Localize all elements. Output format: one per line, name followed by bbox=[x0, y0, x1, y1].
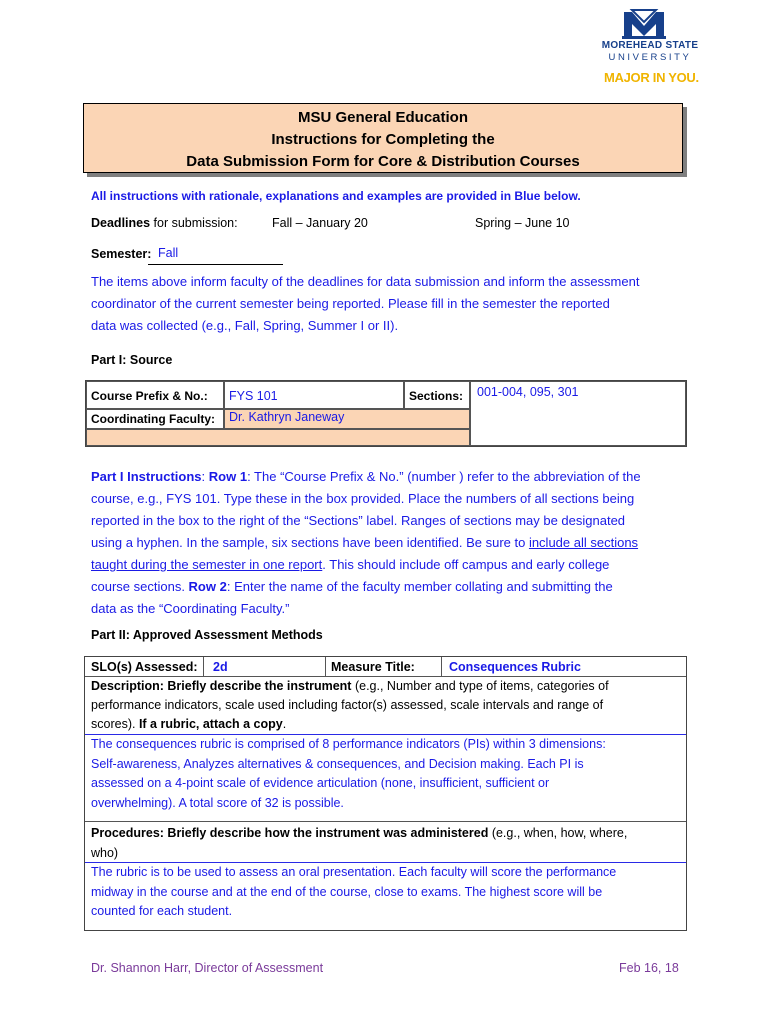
description-text2: performance indicators, scale used including factor(s) assessed, scale intervals and range of bbox=[91, 698, 604, 712]
description-answer-line3: assessed on a 4-point scale of evidence articulation (none, insufficient, sufficient or bbox=[91, 776, 550, 790]
divider bbox=[441, 657, 442, 676]
coordinating-faculty-label: Coordinating Faculty: bbox=[86, 409, 224, 429]
semester-instructions-line1: The items above inform faculty of the deadlines for data submission and inform the assessment bbox=[91, 274, 640, 289]
msu-logo bbox=[600, 8, 700, 88]
part1-instructions-line5 bbox=[91, 554, 691, 576]
part1-instructions-line6 bbox=[91, 576, 691, 598]
procedures-answer-line1: The rubric is to be used to assess an oral presentation. Each faculty will score the performance bbox=[91, 865, 617, 879]
course-prefix-field[interactable] bbox=[224, 381, 404, 409]
logo-name-line2: UNIVERSITY bbox=[608, 52, 692, 63]
part1-source-table bbox=[85, 380, 687, 447]
intro-note: All instructions with rationale, explanations and examples are provided in Blue below. bbox=[91, 189, 581, 203]
description-text3c: . bbox=[282, 717, 287, 731]
semester-instructions-line3: data was collected (e.g., Fall, Spring, Summer I or II). bbox=[91, 318, 399, 333]
deadline-spring: Spring – June 10 bbox=[475, 216, 570, 230]
part1-instructions-line4 bbox=[91, 532, 691, 554]
procedures-answer[interactable] bbox=[91, 863, 681, 922]
semester-label: Semester: bbox=[91, 247, 152, 261]
divider bbox=[325, 657, 326, 676]
logo-tagline: MAJOR IN YOU. bbox=[604, 70, 699, 85]
deadlines-suffix: for submission: bbox=[150, 216, 238, 230]
document-title-box bbox=[83, 103, 683, 173]
description-text1: (e.g., Number and type of items, categories of bbox=[351, 679, 609, 693]
divider bbox=[203, 657, 204, 676]
procedures-prompt bbox=[91, 824, 681, 863]
part2-assessment-table bbox=[84, 656, 687, 931]
part1-instructions-text4a: using a hyphen. In the sample, six sections have been identified. Be sure to bbox=[91, 535, 529, 550]
coordinating-faculty-value: Dr. Kathryn Janeway bbox=[229, 410, 345, 424]
slo-value[interactable]: 2d bbox=[213, 660, 228, 674]
slo-label: SLO(s) Assessed: bbox=[91, 660, 198, 674]
part1-instructions bbox=[91, 466, 691, 620]
title-line3: Data Submission Form for Core & Distribution Courses bbox=[186, 153, 580, 170]
description-answer[interactable] bbox=[91, 735, 681, 813]
procedures-answer-line3: counted for each student. bbox=[91, 904, 233, 918]
course-prefix-label: Course Prefix & No.: bbox=[86, 381, 224, 409]
row-divider bbox=[85, 821, 686, 822]
procedures-answer-line2: midway in the course and at the end of the course, close to exams. The highest score will be bbox=[91, 884, 603, 899]
title-line1: MSU General Education bbox=[297, 109, 469, 126]
logo-name-line1: MOREHEAD STATE bbox=[601, 40, 699, 51]
description-lead: Description: Briefly describe the instrument bbox=[91, 679, 352, 693]
row1-label: Row 1 bbox=[208, 469, 248, 484]
procedures-text1: (e.g., when, how, where, bbox=[488, 826, 628, 840]
semester-instructions bbox=[91, 271, 691, 337]
deadlines-label: Deadlines bbox=[91, 216, 151, 230]
measure-title-label: Measure Title: bbox=[331, 660, 415, 674]
coordinating-faculty-field[interactable] bbox=[224, 409, 470, 429]
part1-instructions-line7: data as the “Coordinating Faculty.” bbox=[91, 601, 290, 616]
footer-author: Dr. Shannon Harr, Director of Assessment bbox=[91, 961, 324, 975]
measure-title-value[interactable]: Consequences Rubric bbox=[449, 660, 581, 674]
sections-field[interactable] bbox=[470, 381, 686, 446]
sections-label: Sections: bbox=[404, 381, 470, 409]
procedures-text2: who) bbox=[91, 845, 119, 860]
deadlines-label-row bbox=[91, 216, 238, 230]
procedures-lead: Procedures: Briefly describe how the instrument was administered bbox=[91, 826, 489, 840]
part1-instructions-emphasis2: taught during the semester in one report bbox=[91, 557, 323, 572]
description-answer-line4: overwhelming). A total score of 32 is possible. bbox=[91, 795, 344, 810]
sections-value: 001-004, 095, 301 bbox=[477, 385, 579, 399]
part1-instructions-lead: Part I Instructions bbox=[91, 469, 202, 484]
row2-label: Row 2 bbox=[188, 579, 227, 594]
part1-instructions-line3: reported in the box to the right of the “Sections” label. Ranges of sections may be designated bbox=[91, 513, 626, 528]
part1-instructions-text6b: : Enter the name of the faculty member collating and submitting the bbox=[226, 579, 613, 594]
description-answer-line1: The consequences rubric is comprised of 8 performance indicators (PIs) within 3 dimensions: bbox=[91, 737, 606, 751]
title-line2: Instructions for Completing the bbox=[271, 131, 495, 148]
part1-instructions-text5b: . This should include off campus and early college bbox=[322, 557, 610, 572]
footer-date: Feb 16, 18 bbox=[619, 961, 679, 975]
description-answer-line2: Self-awareness, Analyzes alternatives & consequences, and Decision making. Each PI is bbox=[91, 756, 584, 771]
part1-instructions-line2: course, e.g., FYS 101. Type these in the box provided. Place the numbers of all sections being bbox=[91, 491, 635, 506]
description-text3a: scores). bbox=[91, 717, 139, 731]
part1-blank-row bbox=[86, 429, 470, 446]
part1-instructions-text1: : The “Course Prefix & No.” (number ) refer to the abbreviation of the bbox=[247, 469, 641, 484]
part1-instructions-emphasis1: include all sections bbox=[528, 535, 639, 550]
part1-instructions-line1: Part I Instructions: Row 1: The “Course Prefix & No.” (number ) refer to the abbreviation of the bbox=[91, 469, 641, 484]
description-prompt bbox=[91, 677, 681, 734]
description-rubric-note: If a rubric, attach a copy bbox=[138, 717, 283, 731]
university-m-logo-icon bbox=[622, 8, 666, 40]
part1-heading: Part I: Source bbox=[91, 353, 173, 367]
semester-instructions-line2: coordinator of the current semester being reported. Please fill in the semester the reported bbox=[91, 296, 610, 311]
part2-heading: Part II: Approved Assessment Methods bbox=[91, 628, 323, 642]
course-prefix-value: FYS 101 bbox=[229, 389, 278, 403]
semester-field[interactable]: Fall bbox=[158, 246, 179, 260]
semester-field-underline bbox=[148, 264, 283, 265]
deadline-fall: Fall – January 20 bbox=[272, 216, 368, 230]
part1-instructions-text6a: course sections. bbox=[91, 579, 189, 594]
